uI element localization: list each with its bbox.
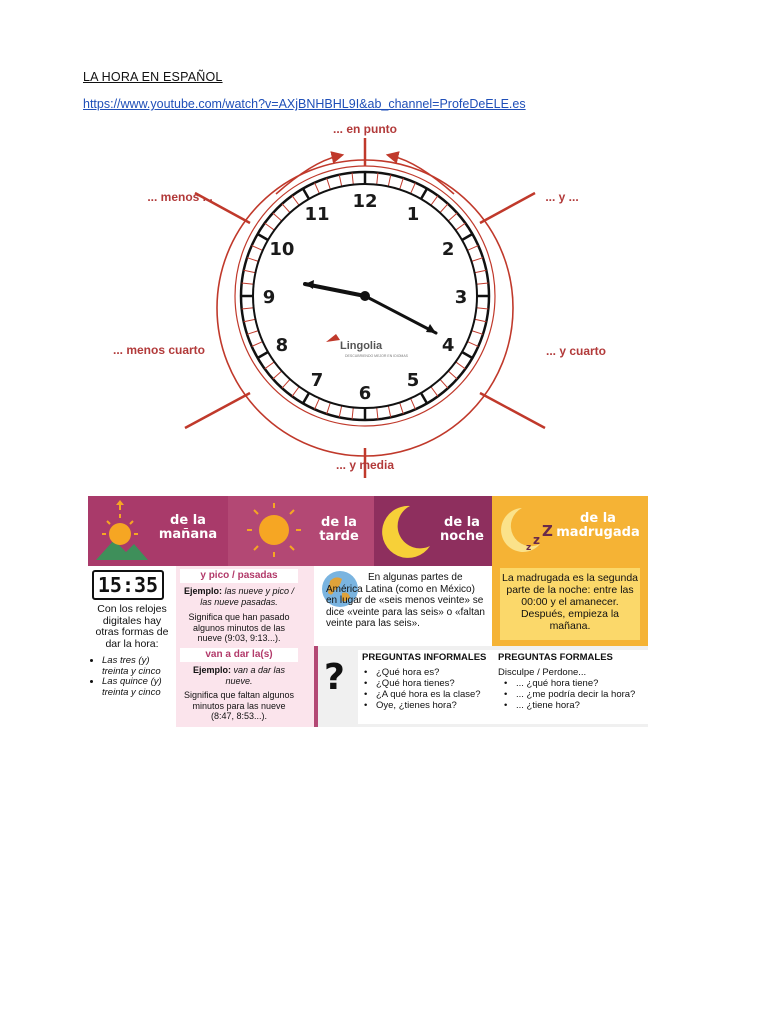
ypico-example: las nueve y pico / las nueve pasadas. [200, 586, 295, 607]
band-night [374, 496, 492, 566]
hour-number-10: 10 [269, 239, 295, 260]
vanadar-example-label: Ejemplo: [192, 665, 231, 675]
hour-number-3: 3 [454, 287, 468, 308]
formal-heading: PREGUNTAS FORMALES [498, 652, 613, 663]
hour-number-6: 6 [358, 383, 372, 404]
digital-clock-display: 15:35 [92, 570, 164, 600]
digital-intro: Con los relojes digitales hay otras formas de dar la hora: [95, 603, 169, 650]
vanadar-example: van a dar las nueve. [225, 665, 286, 686]
brand-name: Lingolia [340, 340, 383, 352]
ypico-example-label: Ejemplo: [183, 586, 222, 596]
informal-item: • Oye, ¿tienes hora? [370, 700, 494, 711]
latam-text: En algunas partes de América Latina (como en México) en lugar de «seis menos veinte» se dice «veinte para las seis» o «faltan veinte para las seis». [326, 572, 485, 629]
band-afternoon [228, 496, 374, 566]
madrugada-panel [492, 566, 648, 646]
hour-number-12: 12 [352, 191, 378, 212]
svg-text:Z: Z [542, 522, 553, 540]
clock-diagram [100, 118, 620, 478]
digital-item: • Las quince (y) treinta y cinco [102, 677, 174, 698]
expressions-panel [176, 566, 314, 727]
hour-number-2: 2 [441, 239, 455, 260]
formal-item: • ... ¿tiene hora? [510, 700, 648, 711]
sun-icon [242, 500, 302, 562]
informal-item: • ¿Qué hora es? [370, 667, 494, 678]
digital-panel [88, 566, 176, 727]
ypico-heading: y pico / pasadas [180, 569, 298, 583]
hour-number-4: 4 [441, 335, 455, 356]
hour-number-11: 11 [304, 203, 330, 225]
label-en-punto: ... en punto [333, 122, 397, 136]
band-night-label: de la noche [440, 515, 484, 544]
hour-number-8: 8 [275, 335, 289, 356]
clock-center [360, 291, 370, 301]
formal-item: • ... ¿qué hora tiene? [510, 678, 648, 689]
informal-box [358, 650, 494, 724]
hour-number-7: 7 [310, 370, 324, 392]
svg-text:z: z [533, 533, 540, 547]
digital-item: • Las tres (y) treinta y cinco [102, 656, 174, 677]
informal-item: • ¿Qué hora tienes? [370, 678, 494, 689]
label-menos-cuarto: ... menos cuarto [112, 343, 206, 357]
youtube-link[interactable]: https://www.youtube.com/watch?v=AXjBNHBHL9I&ab_channel=ProfeDeELE.es [83, 97, 526, 111]
time-infographic [88, 496, 648, 727]
brand-tagline: DESCUBRIENDO MEJOR EN IDIOMAS [345, 354, 409, 358]
band-dawn-label: de la madrugada [556, 511, 640, 540]
latam-panel [314, 566, 492, 646]
informal-heading: PREGUNTAS INFORMALES [362, 652, 487, 663]
vanadar-heading: van a dar la(s) [180, 648, 298, 662]
moon-icon [380, 502, 434, 562]
questions-panel [314, 646, 648, 727]
formal-box [494, 650, 648, 724]
document-title: LA HORA EN ESPAÑOL [83, 70, 223, 84]
hour-number-1: 1 [406, 203, 420, 225]
vanadar-note: Significa que faltan algunos minutos para las nueve (8:47, 8:53...). [183, 690, 295, 721]
hour-number-5: 5 [406, 370, 420, 392]
band-afternoon-label: de la tarde [319, 515, 359, 544]
sunrise-icon [90, 500, 150, 562]
label-y: ... y ... [545, 190, 579, 204]
band-morning-label: de la mañana [158, 513, 218, 542]
madrugada-text: La madrugada es la segunda parte de la noche: entre las 00:00 y el amanecer. Después, empieza la mañana. [500, 568, 640, 640]
moon-sleep-icon [498, 502, 560, 562]
band-morning [88, 496, 228, 566]
question-mark-icon: ? [324, 657, 345, 698]
formal-intro: Disculpe / Perdone... [498, 667, 587, 678]
hour-number-9: 9 [262, 287, 276, 308]
svg-text:z: z [526, 543, 532, 553]
label-y-cuarto: ... y cuarto [545, 344, 607, 358]
band-dawn [492, 496, 648, 566]
label-menos: ... menos ... [147, 190, 213, 204]
ypico-note: Significa que han pasado algunos minutos de las nueve (9:03, 9:13...). [188, 612, 290, 643]
formal-item: • ... ¿me podría decir la hora? [510, 689, 648, 700]
label-y-media: ... y media [335, 458, 395, 472]
informal-item: • ¿A qué hora es la clase? [370, 689, 494, 700]
